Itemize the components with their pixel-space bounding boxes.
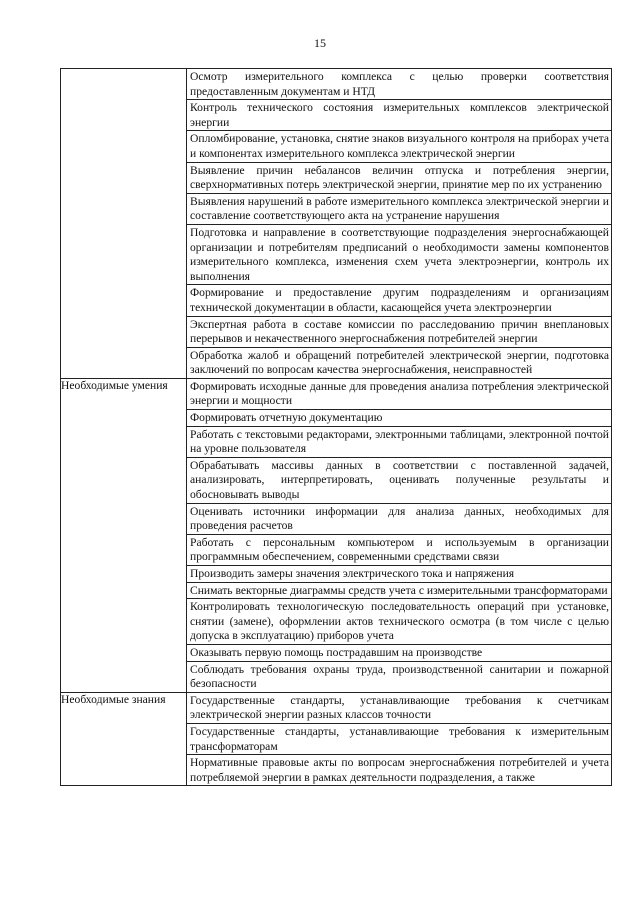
list-item: Выявления нарушений в работе измерительного комплекса электрической энергии и составление соответствующего акта на устранение нарушения [187, 194, 611, 225]
list-item: Опломбирование, установка, снятие знаков визуального контроля на приборах учета и компонентах измерительного комплекса электрической энергии [187, 131, 611, 162]
list-item: Контроль технического состояния измерительных комплексов электрической энергии [187, 100, 611, 131]
items-cell [187, 378, 612, 692]
row-label [61, 69, 187, 379]
items-cell [187, 692, 612, 786]
list-item: Обрабатывать массивы данных в соответствии с поставленной задачей, анализировать, интерпретировать, оценивать полученные результаты и обосновывать выводы [187, 458, 611, 504]
list-item: Формировать отчетную документацию [187, 410, 611, 427]
list-item: Формировать исходные данные для проведения анализа потребления электрической энергии и мощности [187, 379, 611, 410]
list-item: Обработка жалоб и обращений потребителей электрической энергии, подготовка заключений по вопросам качества энергоснабжения, неисправностей [190, 348, 609, 377]
list-item: Формирование и предоставление другим подразделениям и организациям технической документации в области, касающейся учета электроэнергии [187, 285, 611, 316]
list-item: Государственные стандарты, устанавливающие требования к измерительным трансформаторам [187, 724, 611, 755]
list-item: Производить замеры значения электрического тока и напряжения [187, 566, 611, 583]
table-row-skills [61, 378, 612, 692]
list-item: Осмотр измерительного комплекса с целью проверки соответствия предоставленным документам и НТД [187, 69, 611, 100]
list-item: Контролировать технологическую последовательность операций при установке, снятии (замене), оформлении актов технического осмотра (в том числе с целью допуска в эксплуатацию) приборов учета [187, 599, 611, 645]
table-row-knowledge [61, 692, 612, 786]
row-label: Необходимые умения [61, 378, 187, 692]
list-item: Снимать векторные диаграммы средств учета с измерительными трансформаторами [187, 583, 611, 600]
items-cell [187, 69, 612, 379]
table-row-actions [61, 69, 612, 379]
list-item: Оценивать источники информации для анализа данных, необходимых для проведения расчетов [187, 504, 611, 535]
list-item: Работать с текстовыми редакторами, электронными таблицами, электронной почтой на уровне пользователя [187, 427, 611, 458]
list-item: Соблюдать требования охраны труда, производственной санитарии и пожарной безопасности [190, 662, 609, 691]
list-item: Государственные стандарты, устанавливающие требования к счетчикам электрической энергии разных классов точности [187, 693, 611, 724]
list-item: Выявление причин небалансов величин отпуска и потребления энергии, сверхнормативных потерь электрической энергии, принятие мер по их устранению [187, 163, 611, 194]
list-item: Оказывать первую помощь пострадавшим на производстве [187, 645, 611, 662]
list-item: Нормативные правовые акты по вопросам энергоснабжения потребителей и учета потребляемой энергии в рамках деятельности подразделения, а также [190, 756, 609, 784]
list-item: Экспертная работа в составе комиссии по расследованию причин внеплановых перерывов и некачественного энергоснабжения потребителей энергии [187, 317, 611, 348]
list-item: Подготовка и направление в соответствующие подразделения энергоснабжающей организации и потребителям предписаний о необходимости замены компонентов измерительного комплекса, изменения схем учета электроэнергии, контроль их выполнения [187, 225, 611, 285]
page-number: 15 [314, 36, 326, 50]
row-label: Необходимые знания [61, 692, 187, 786]
list-item: Работать с персональным компьютером и используемым в организации программным обеспечением, современными средствами связи [187, 535, 611, 566]
requirements-table [60, 68, 612, 786]
